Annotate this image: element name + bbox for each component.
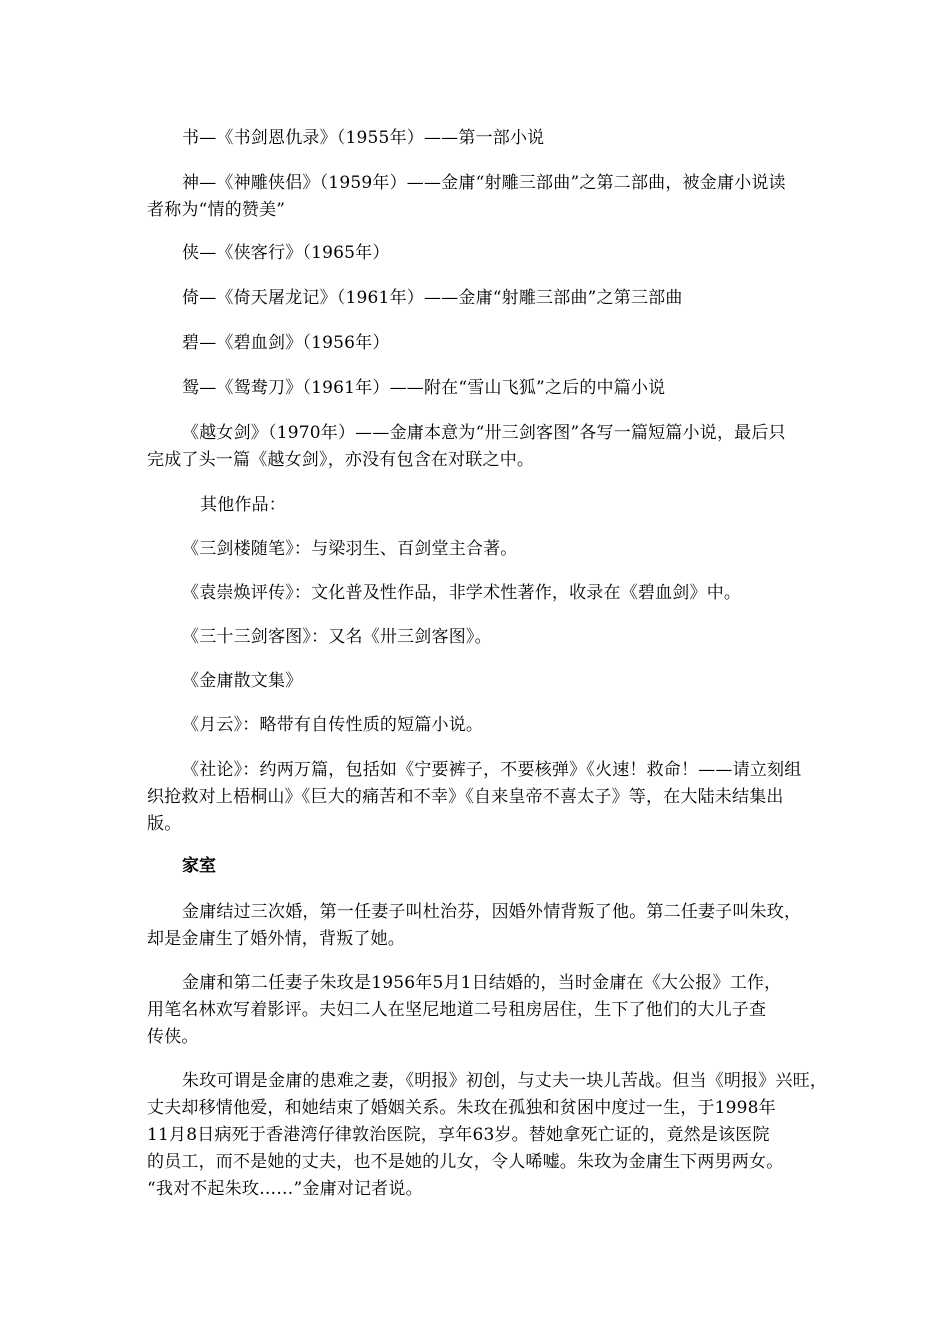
other-work-item: 《袁崇焕评传》：文化普及性作品，非学术性著作，收录在《碧血剑》中。 <box>182 583 742 603</box>
work-yuenv: 《越女剑》（1970年）——金庸本意为“卅三剑客图”各写一篇短篇小说，最后只 <box>182 423 786 443</box>
work-xia: 侠—《侠客行》（1965年） <box>182 243 390 263</box>
work-yuenv-cont: 完成了头一篇《越女剑》，亦没有包含在对联之中。 <box>147 450 535 470</box>
other-works-title: 其他作品： <box>200 495 286 515</box>
family-paragraph-line: 金庸结过三次婚，第一任妻子叫杜治芬，因婚外情背叛了他。第二任妻子叫朱玫， <box>182 902 802 922</box>
family-paragraph-line: “我对不起朱玫……”金庸对记者说。 <box>147 1179 423 1199</box>
family-paragraph-line: 的员工，而不是她的丈夫，也不是她的儿女，令人唏嘘。朱玫为金庸生下两男两女。 <box>147 1152 784 1172</box>
other-work-item-cont: 版。 <box>147 814 182 834</box>
other-work-item: 《金庸散文集》 <box>182 671 303 691</box>
section-heading-family: 家室 <box>182 856 216 876</box>
work-shen: 神—《神雕侠侣》（1959年）——金庸“射雕三部曲”之第二部曲，被金庸小说读 <box>182 173 786 193</box>
work-yuan: 鸳—《鸳鸯刀》（1961年）——附在“雪山飞狐”之后的中篇小说 <box>182 378 666 398</box>
family-paragraph-line: 传侠。 <box>147 1027 199 1047</box>
family-paragraph-line: 用笔名林欢写着影评。夫妇二人在坚尼地道二号租房居住，生下了他们的大儿子查 <box>147 1000 767 1020</box>
family-paragraph-line: 却是金庸生了婚外情，背叛了她。 <box>147 929 405 949</box>
family-paragraph-line: 丈夫却移情他爱，和她结束了婚姻关系。朱玫在孤独和贫困中度过一生，于1998年 <box>147 1098 776 1118</box>
work-shu: 书—《书剑恩仇录》（1955年）——第一部小说 <box>182 128 545 148</box>
other-work-item: 《社论》：约两万篇，包括如《宁要裤子，不要核弹》《火速！救命！——请立刻组 <box>182 760 802 780</box>
work-bi: 碧—《碧血剑》（1956年） <box>182 333 390 353</box>
other-work-item: 《三剑楼随笔》：与梁羽生、百剑堂主合著。 <box>182 539 518 559</box>
work-shen-cont: 者称为“情的赞美” <box>147 200 286 220</box>
family-paragraph-line: 朱玫可谓是金庸的患难之妻，《明报》初创，与丈夫一块儿苦战。但当《明报》兴旺， <box>182 1071 828 1091</box>
other-work-item: 《月云》：略带有自传性质的短篇小说。 <box>182 715 484 735</box>
work-yi: 倚—《倚天屠龙记》（1961年）——金庸“射雕三部曲”之第三部曲 <box>182 288 683 308</box>
other-work-item-cont: 织抢救对上梧桐山》《巨大的痛苦和不幸》《自来皇帝不喜太子》等，在大陆未结集出 <box>147 787 784 807</box>
family-paragraph-line: 11月8日病死于香港湾仔律敦治医院，享年63岁。替她拿死亡证的，竟然是该医院 <box>147 1125 770 1145</box>
other-work-item: 《三十三剑客图》：又名《卅三剑客图》。 <box>182 627 492 647</box>
family-paragraph-line: 金庸和第二任妻子朱玫是1956年5月1日结婚的，当时金庸在《大公报》工作， <box>182 973 782 993</box>
